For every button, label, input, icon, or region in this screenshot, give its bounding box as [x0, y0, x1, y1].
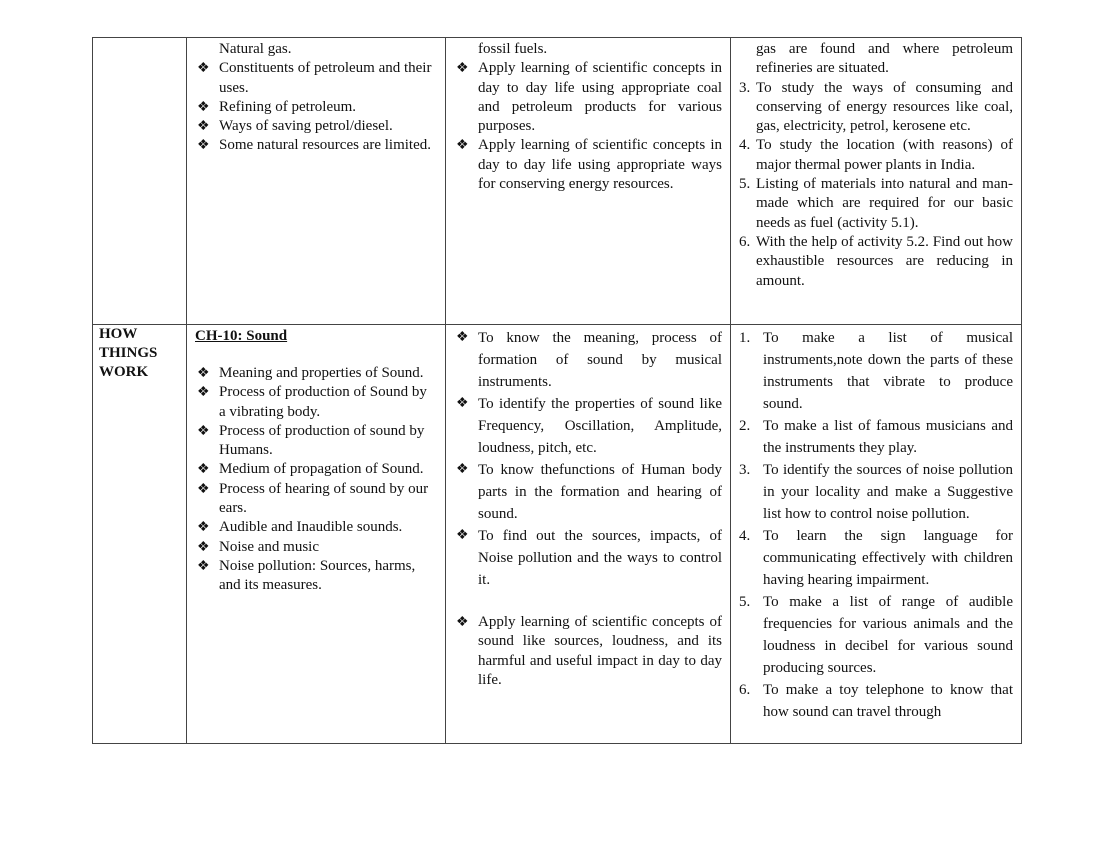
list-item-number: 4.	[739, 528, 751, 544]
list-item	[739, 327, 1013, 415]
content-list	[195, 59, 437, 155]
list-item	[739, 79, 1013, 137]
bullet-icon: ❖	[456, 462, 469, 477]
list-item	[454, 327, 722, 393]
outcomes-list	[454, 59, 722, 194]
list-item	[195, 364, 437, 383]
learning-outcomes-cell	[446, 325, 731, 744]
bullet-icon: ❖	[197, 558, 210, 574]
bullet-icon: ❖	[197, 481, 210, 497]
list-item-text: To identify the sources of noise pollution in your locality and make a Suggestive list how to control noise pollution.	[763, 462, 1013, 522]
learning-outcomes-cell	[446, 38, 731, 325]
list-item-text: Medium of propagation of Sound.	[219, 461, 424, 478]
list-item	[739, 525, 1013, 591]
list-item	[739, 136, 1013, 175]
theme-label	[93, 325, 186, 382]
list-item-number: 3.	[739, 79, 751, 96]
activities-list	[739, 79, 1013, 291]
list-item	[195, 480, 437, 519]
bullet-icon: ❖	[456, 396, 469, 411]
list-item	[454, 59, 722, 136]
list-item	[739, 679, 1013, 723]
list-item-text: Process of production of Sound by a vibrating body.	[219, 384, 427, 420]
list-item	[195, 383, 437, 422]
outcomes-list	[454, 327, 722, 690]
list-item	[195, 422, 437, 461]
activities-cell	[731, 38, 1022, 325]
bullet-icon: ❖	[456, 528, 469, 543]
list-item-text: To know thefunctions of Human body parts in the formation and hearing of sound.	[478, 462, 722, 522]
list-item-number: 6.	[739, 233, 751, 250]
list-item	[739, 233, 1013, 291]
list-item	[739, 591, 1013, 679]
list-item-text: Listing of materials into natural and man-made which are required for our basic needs as fuel (activity 5.1).	[756, 176, 1013, 231]
list-item	[195, 59, 437, 98]
bullet-icon: ❖	[197, 385, 210, 401]
theme-line: HOW	[99, 326, 138, 342]
bullet-icon: ❖	[197, 366, 210, 381]
list-item-number: 1.	[739, 330, 751, 346]
list-item	[195, 98, 437, 117]
list-item-text: Apply learning of scientific concepts in day to day life using appropriate coal and petroleum products for various purposes.	[478, 60, 722, 135]
table-row	[93, 38, 1022, 325]
bullet-icon: ❖	[456, 138, 469, 154]
bullet-icon: ❖	[456, 330, 469, 345]
list-item-number: 6.	[739, 682, 751, 698]
list-item-text: Ways of saving petrol/diesel.	[219, 118, 393, 135]
content-continuation: Natural gas.	[219, 41, 292, 57]
bullet-icon: ❖	[197, 61, 210, 77]
list-item	[454, 393, 722, 459]
list-item-text: To find out the sources, impacts, of Noise pollution and the ways to control it.	[478, 528, 722, 588]
list-item-text: With the help of activity 5.2. Find out how exhaustible resources are reducing in amount.	[756, 233, 1013, 289]
list-item	[739, 415, 1013, 459]
content-cell	[187, 325, 446, 744]
curriculum-table	[92, 37, 1022, 744]
list-item	[454, 136, 722, 194]
bullet-icon: ❖	[456, 615, 469, 630]
list-item-text: Meaning and properties of Sound.	[219, 365, 424, 381]
list-item-text: Process of production of sound by Humans.	[219, 422, 425, 459]
list-item-text: Apply learning of scientific concepts of sound like sources, loudness, and its harmful and useful impact in day to day life.	[478, 614, 722, 688]
list-item-text: To identify the properties of sound like Frequency, Oscillation, Amplitude, loudness, pitch, etc.	[478, 396, 722, 456]
list-item-number: 2.	[739, 418, 751, 434]
bullet-icon: ❖	[197, 462, 210, 478]
table-row	[93, 325, 1022, 744]
bullet-icon: ❖	[197, 423, 210, 439]
bullet-icon: ❖	[197, 520, 210, 536]
theme-line: THINGS	[99, 345, 158, 361]
bullet-icon: ❖	[197, 99, 210, 115]
list-item-text: Apply learning of scientific concepts in day to day life using appropriate ways for conserving energy resources.	[478, 137, 722, 193]
list-item-text: Refining of petroleum.	[219, 98, 357, 115]
list-item-text: To make a list of musical instruments,note down the parts of these instruments that vibrate to produce sound.	[763, 330, 1013, 412]
list-item-text: Noise pollution: Sources, harms, and its measures.	[219, 557, 416, 594]
list-item	[454, 613, 722, 690]
list-item	[739, 175, 1013, 233]
list-item	[195, 460, 437, 479]
bullet-icon: ❖	[197, 119, 210, 135]
list-item	[195, 117, 437, 136]
bullet-icon: ❖	[197, 138, 210, 154]
list-item-number: 5.	[739, 176, 751, 193]
bullet-icon: ❖	[456, 61, 469, 77]
list-item-number: 5.	[739, 594, 751, 610]
list-item-text: To know the meaning, process of formation of sound by musical instruments.	[478, 330, 722, 390]
list-item-text: To make a toy telephone to know that how sound can travel through	[763, 682, 1013, 720]
theme-cell	[93, 325, 187, 744]
list-item	[195, 136, 437, 155]
list-item-number: 3.	[739, 462, 751, 478]
list-item-text: To make a list of range of audible frequencies for various animals and the loudness in decibel for various sound producing sources.	[763, 594, 1013, 676]
list-item-text: Noise and music	[219, 538, 319, 555]
activities-continuation: gas are found and where petroleum refineries are situated.	[756, 41, 1013, 77]
list-item	[195, 538, 437, 557]
list-item	[195, 557, 437, 596]
list-item	[739, 459, 1013, 525]
list-item-text: Constituents of petroleum and their uses.	[219, 60, 432, 96]
content-list	[195, 364, 437, 596]
list-item-number: 4.	[739, 137, 751, 154]
list-item-text: Process of hearing of sound by our ears.	[219, 480, 429, 517]
list-item-text: Some natural resources are limited.	[219, 137, 432, 154]
outcomes-continuation: fossil fuels.	[478, 41, 548, 57]
bullet-icon: ❖	[197, 539, 210, 555]
list-item-text: To study the location (with reasons) of major thermal power plants in India.	[756, 137, 1013, 173]
list-item-text: To learn the sign language for communicating effectively with children having hearing impairment.	[763, 528, 1013, 588]
list-item-text: To make a list of famous musicians and the instruments they play.	[763, 418, 1013, 456]
list-item-text: Audible and Inaudible sounds.	[219, 519, 403, 536]
theme-cell	[93, 38, 187, 325]
theme-line: WORK	[99, 364, 149, 380]
chapter-title: CH-10: Sound	[195, 328, 288, 344]
list-item	[195, 518, 437, 537]
activities-list	[739, 327, 1013, 723]
content-cell	[187, 38, 446, 325]
activities-cell	[731, 325, 1022, 744]
list-item	[454, 525, 722, 591]
list-item	[454, 459, 722, 525]
list-item-text: To study the ways of consuming and conserving of energy resources like coal, gas, electricity, petrol, kerosene etc.	[756, 79, 1013, 135]
